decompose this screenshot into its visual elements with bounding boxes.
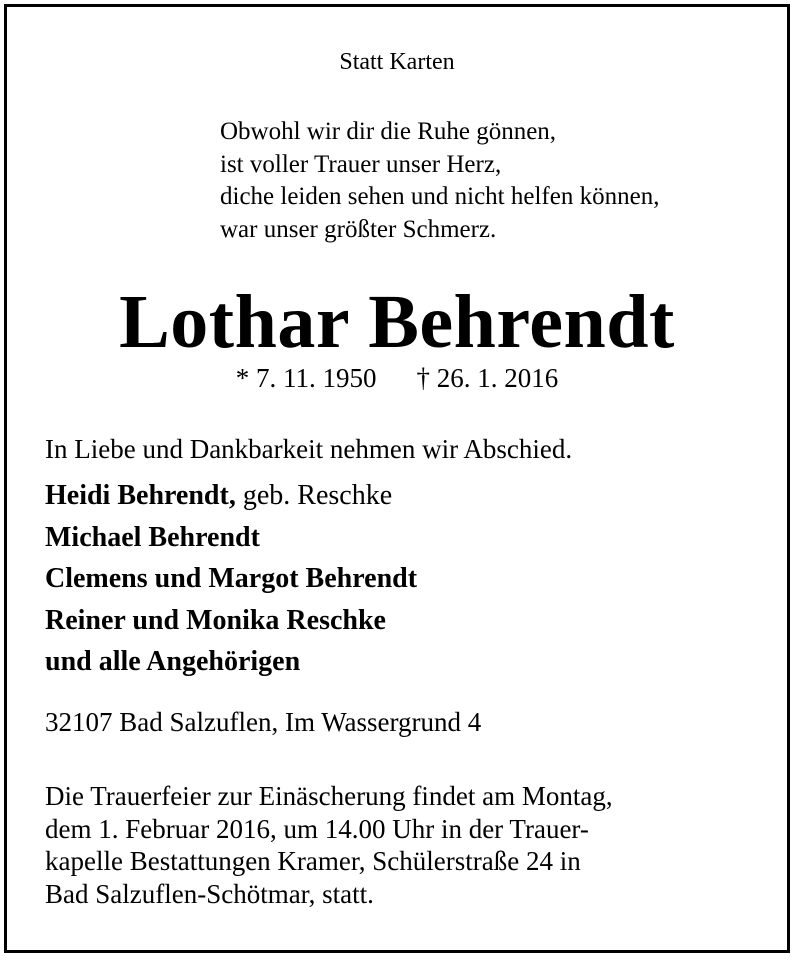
mourner-name: Michael Behrendt xyxy=(45,521,260,553)
poem xyxy=(220,116,659,246)
mourners-list xyxy=(45,475,417,683)
poem-line: war unser größter Schmerz. xyxy=(220,215,497,243)
header-text: Statt Karten xyxy=(339,49,455,75)
mourner-name: und alle Angehörigen xyxy=(45,646,301,677)
poem-line: ist voller Trauer unser Herz, xyxy=(220,150,502,178)
mourner-suffix: geb. Reschke xyxy=(235,480,393,511)
mourner-name: Clemens und Margot Behrendt xyxy=(45,563,418,594)
deceased-name: Lothar Behrendt xyxy=(119,280,675,364)
death-date: † 26. 1. 2016 xyxy=(416,363,559,393)
mourner-name: Heidi Behrendt, xyxy=(45,480,236,511)
mourner-line xyxy=(45,558,417,600)
service-line: Bad Salzuflen-Schötmar, statt. xyxy=(45,878,374,909)
mourner-name: Reiner und Monika Reschke xyxy=(45,604,386,636)
mourner-line xyxy=(45,475,417,517)
mourner-line xyxy=(45,517,417,559)
mourner-line xyxy=(45,641,417,683)
life-dates xyxy=(7,361,787,395)
mourner-line xyxy=(45,600,417,642)
farewell-text: In Liebe und Dankbarkeit nehmen wir Abschied. xyxy=(45,434,573,464)
service-line: kapelle Bestattungen Kramer, Schülerstraße 24 in xyxy=(45,846,581,876)
poem-line: diche leiden sehen und nicht helfen können, xyxy=(220,183,660,210)
service-info xyxy=(45,780,613,910)
service-line: Die Trauerfeier zur Einäscherung findet am Montag, xyxy=(45,781,613,811)
obituary-notice xyxy=(4,4,790,953)
birth-date: * 7. 11. 1950 xyxy=(235,363,377,393)
service-line: dem 1. Februar 2016, um 14.00 Uhr in der Trauer- xyxy=(45,813,589,844)
poem-line: Obwohl wir dir die Ruhe gönnen, xyxy=(220,118,557,145)
address-text: 32107 Bad Salzuflen, Im Wassergrund 4 xyxy=(45,707,482,737)
